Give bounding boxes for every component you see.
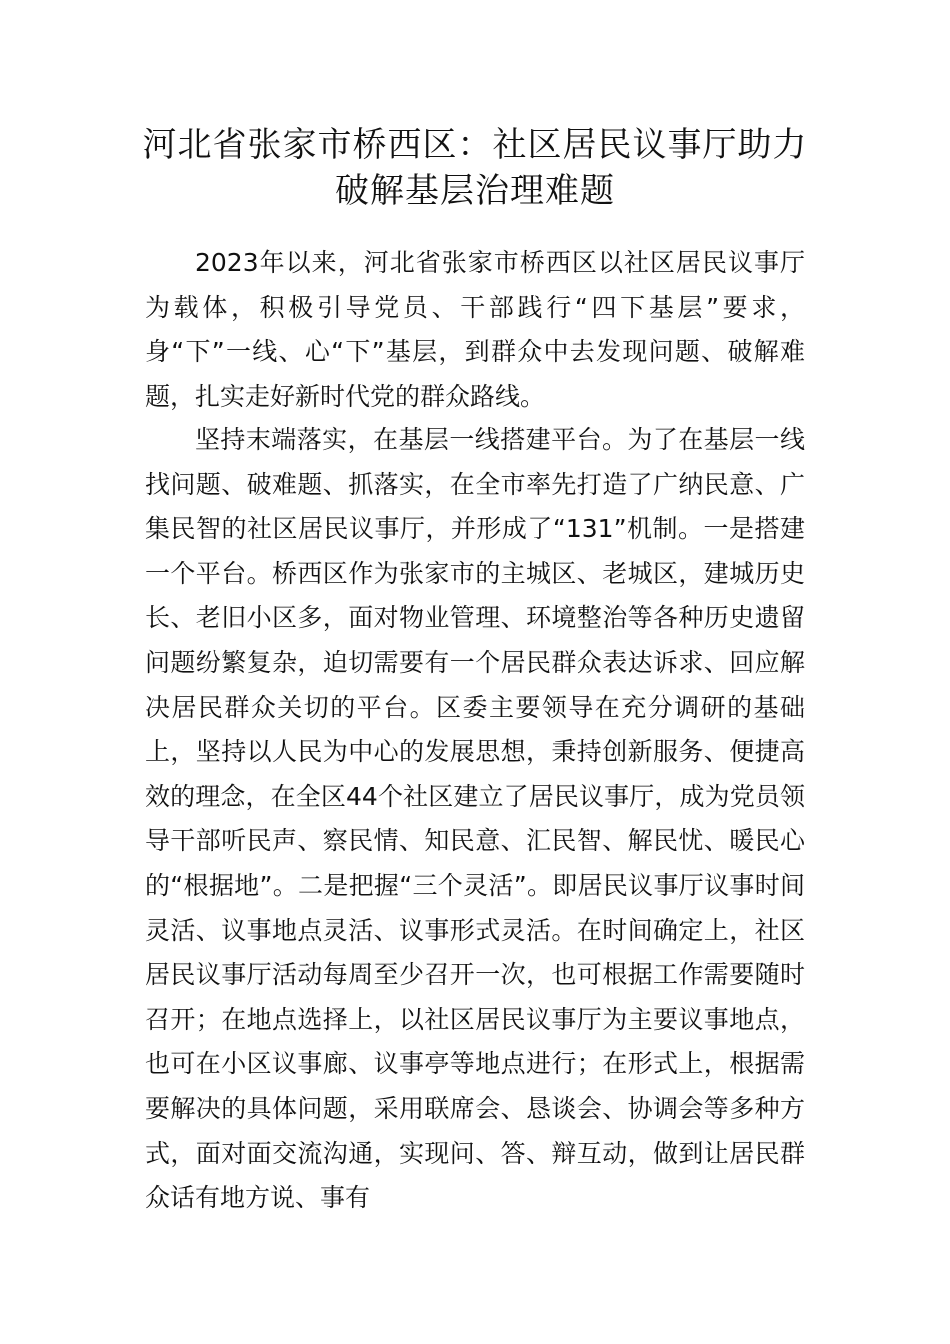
document-title: 河北省张家市桥西区：社区居民议事厅助力破解基层治理难题 xyxy=(142,125,808,211)
paragraph-intro: 2023年以来，河北省张家市桥西区以社区居民议事厅为载体，积极引导党员、干部践行“四下基层”要求，身“下”一线、心“下”基层，到群众中去发现问题、破解难题，扎实走好新时代党的群众路线。 xyxy=(145,248,805,411)
paragraph-platform: 坚持末端落实，在基层一线搭建平台。为了在基层一线找问题、破难题、抓落实，在全市率先打造了广纳民意、广集民智的社区居民议事厅，并形成了“131”机制。一是搭建一个平台。桥西区作为张家市的主城区、老城区，建城历史长、老旧小区多，面对物业管理、环境整治等各种历史遗留问题纷繁复杂，迫切需要有一个居民群众表达诉求、回应解决居民群众关切的平台。区委主要领导在充分调研的基础上，坚持以人民为中心的发展思想，秉持创新服务、便捷高效的理念，在全区44个社区建立了居民议事厅，成为党员领导干部听民声、察民情、知民意、汇民智、解民忧、暖民心的“根据地”。二是把握“三个灵活”。即居民议事厅议事时间灵活、议事地点灵活、议事形式灵活。在时间确定上，社区居民议事厅活动每周至少召开一次，也可根据工作需要随时召开；在地点选择上，以社区居民议事厅为主要议事地点，也可在小区议事廊、议事亭等地点进行；在形式上，根据需要解决的具体问题，采用联席会、恳谈会、协调会等多种方式，面对面交流沟通，实现问、答、辩互动，做到让居民群众话有地方说、事有 xyxy=(145,425,805,1213)
